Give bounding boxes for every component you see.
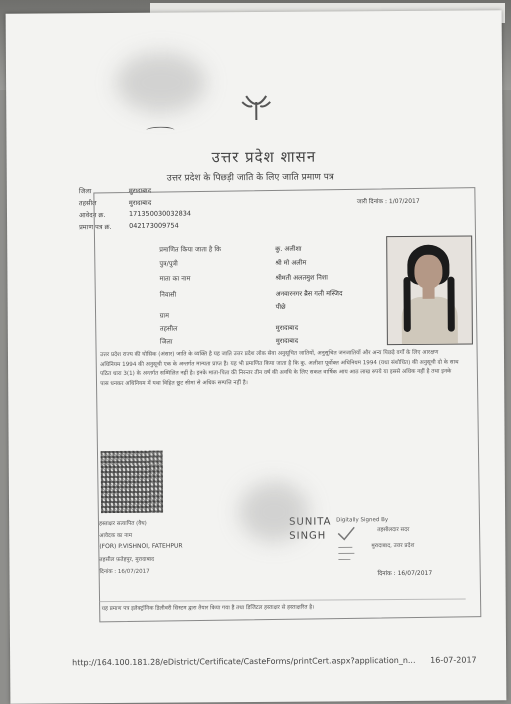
signature-line: हस्ताक्षर सत्यापित (वैध) [99, 519, 147, 527]
field-label: आवेदन क्र. [79, 210, 106, 219]
scan-shadow [239, 482, 309, 542]
print-date: 16-07-2017 [430, 655, 477, 664]
qr-code [101, 451, 163, 513]
field-value: 042173009754 [129, 222, 179, 230]
digital-signer-name: SUNITA SINGH [289, 515, 333, 543]
signature-line: (FOR) P.VISHNOI, FATEHPUR [99, 543, 182, 551]
field-value: श्री मो अलीम [275, 258, 306, 267]
footer-note: यह प्रमाण पत्र इलेक्ट्रॉनिक डिलीवरी सिस्टम द्वारा तैयार किया गया है तथा डिजिटल हस्ताक्षर से हस्ताक्षरित है। [102, 603, 462, 614]
certificate-body-text: उत्तर प्रदेश राज्य की घोसिक (अंसार) जाति के व्यक्ति है यह जाति उत्तर प्रदेश लोक सेवा अनुसूचित जातियों, अनुसूचित जनजातियों और अन्य पिछड़े वर्गों के लिए आरक्षण अधिनियम 1994 की अनुसूची एक के अन्तर्गत मान्यता प्राप्त है। यह भी प्रमाणित किया जाता है कि कु. अलीशा पूर्वोक्त अधिनियम 1994 (यथा संशोधित) की अनुसूची दो के साथ पठित धारा 3(1) के अन्तर्गत सम्मिलित नहीं है। इनके माता-पिता की निरन्तर तीन वर्ष की अवधि के लिए सकल वार्षिक आय आठ लाख रुपये या इससे अधिक नहीं है तथा इनके पास धनकर अधिनियम में यथा विहित छूट सीमा से अधिक सम्पत्ति नहीं है। [100, 349, 460, 390]
scan-shadow [116, 52, 206, 113]
field-label: जिला [160, 337, 173, 346]
signature-line: तहसील फ़तेहपुर, मुरादाबाद [99, 555, 154, 563]
field-label: प्रमाणित किया जाता है कि [159, 244, 221, 253]
field-label: जिला [79, 186, 92, 195]
field-label: तहसील [79, 198, 97, 207]
signature-check-icon [336, 525, 356, 565]
stamp-line: तहसीलदार सदर [377, 525, 409, 533]
field-value: मुरादाबाद [276, 323, 298, 332]
signature-line: आवेदक का नाम [99, 531, 132, 539]
field-value: मुरादाबाद [129, 186, 151, 195]
photo-face [414, 255, 442, 289]
stamp-line: मुरादाबाद, उत्तर प्रदेश [371, 541, 414, 549]
field-label: माता का नाम [159, 273, 190, 282]
digital-signature-meta: Digitally Signed By [336, 517, 388, 523]
photo-braid-left [403, 277, 410, 332]
photo-braid-right [447, 277, 454, 332]
field-label: पुत्र/पुत्री [159, 259, 177, 268]
certificate-page [6, 10, 507, 703]
field-label: ग्राम [160, 311, 169, 320]
stamp-line: दिनांक : 16/07/2017 [377, 569, 432, 577]
print-url: http://164.100.181.28/eDistrict/Certificate/CasteForms/printCert.aspx?application_n... [72, 656, 415, 667]
field-value: 171350030032834 [129, 209, 191, 217]
field-value: कु. अलीशा [275, 244, 301, 253]
field-value: अनवारनगर ब्रैस गली मस्जिद [276, 288, 343, 297]
handwritten-mark [146, 127, 174, 134]
certificate-subtitle: उत्तर प्रदेश के पिछड़ी जाति के लिए जाति प्रमाण पत्र [167, 169, 334, 183]
field-value: पीछे [276, 302, 286, 311]
field-value: मुरादाबाद [276, 336, 298, 345]
field-label: प्रमाण पत्र क्र. [79, 222, 112, 231]
applicant-photo [386, 235, 473, 345]
signature-line: दिनांक : 16/07/2017 [99, 567, 149, 575]
field-value: मुरादाबाद [129, 198, 151, 207]
certificate-title: उत्तर प्रदेश शासन [212, 147, 317, 168]
field-label: तहसील [160, 324, 178, 333]
field-label: निवासी [160, 290, 177, 299]
field-value: श्रीमती अलतमुश निशा [275, 272, 328, 281]
issue-date: जारी दिनांक : 1/07/2017 [357, 197, 420, 205]
state-emblem-icon [238, 90, 274, 124]
